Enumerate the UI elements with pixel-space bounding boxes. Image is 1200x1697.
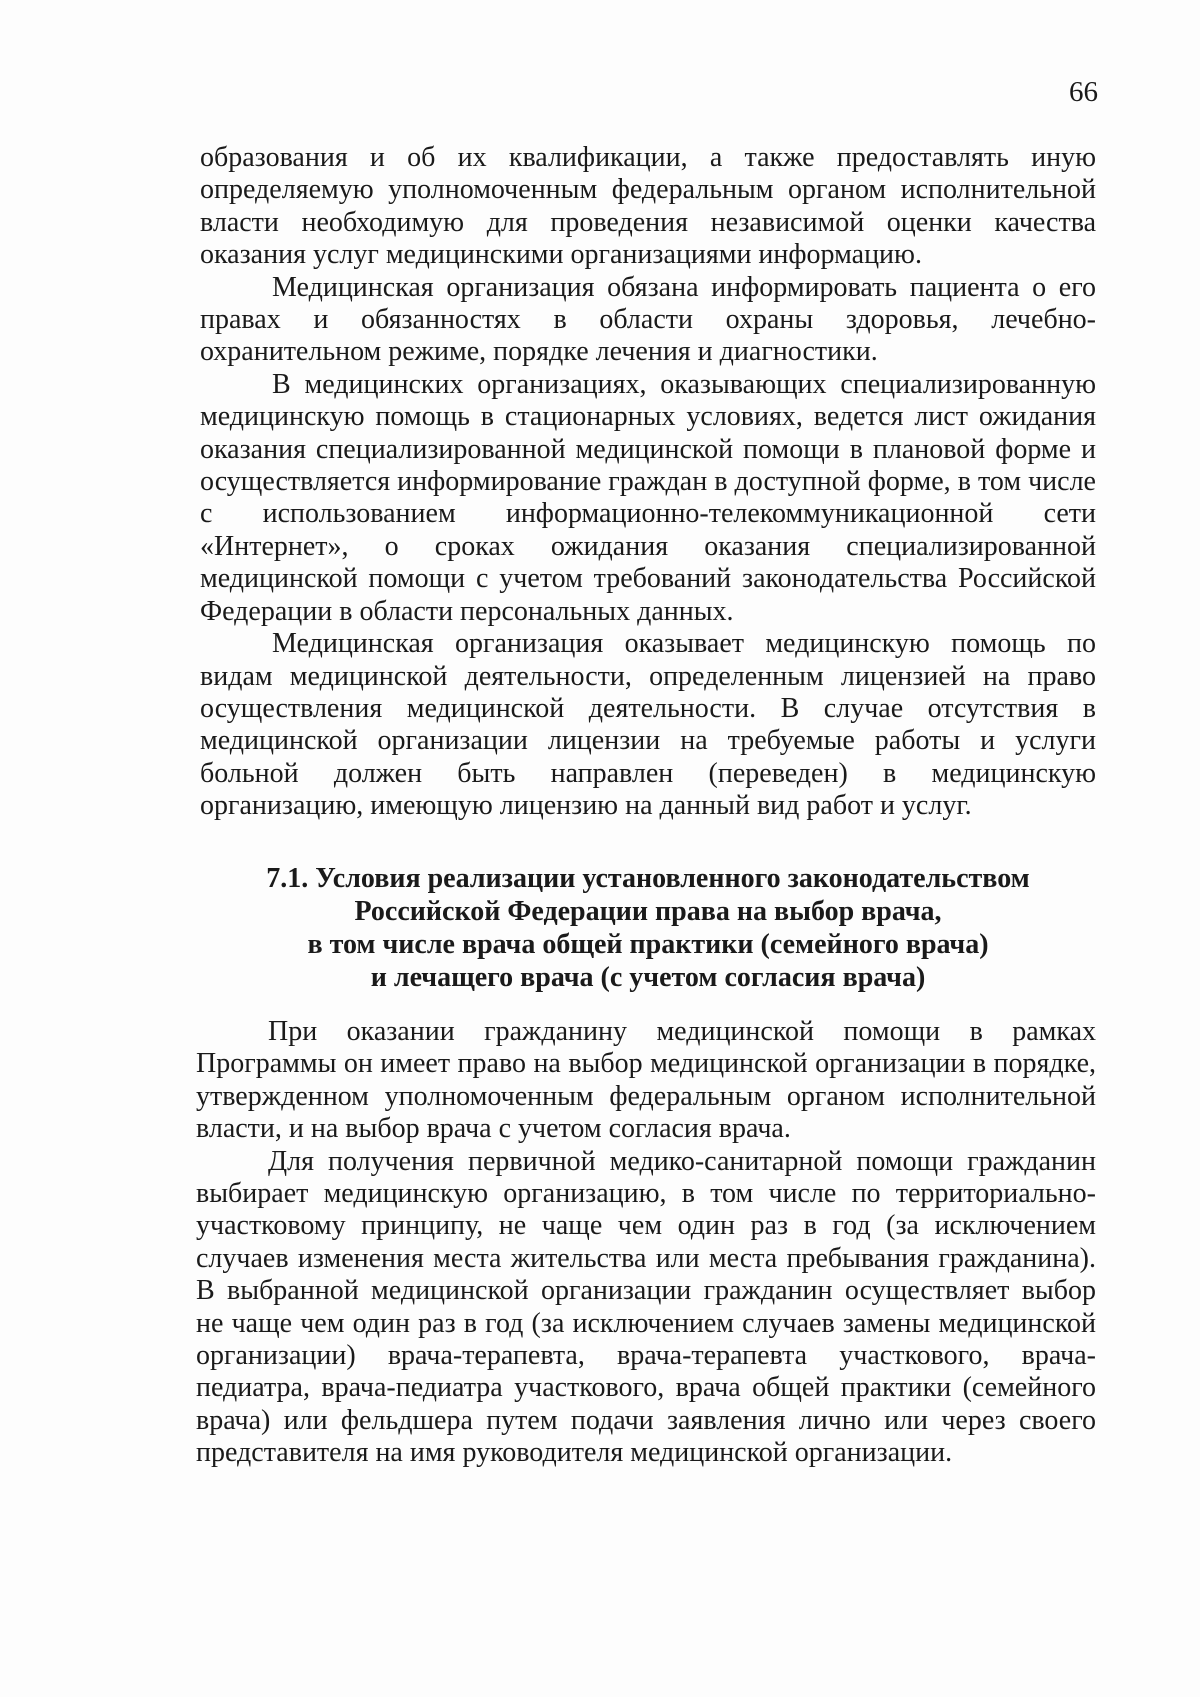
paragraph: Для получения первичной медико-санитарной помощи гражданин выбирает медицинскую организацию, в том числе по территориально-участковому принципу, не чаще чем один раз в год (за исключением случаев изменения места жительства или места пребывания гражданина). В выбранной медицинской организации гражданин осуществляет выбор не чаще чем один раз в год (за исключением случаев замены медицинской организации) врача-терапевта, врача-терапевта участкового, врача-педиатра, врача-педиатра участкового, врача общей практики (семейного врача) или фельдшера путем подачи заявления лично или через своего представителя на имя руководителя медицинской организации. xyxy=(196,1145,1096,1469)
section-heading xyxy=(200,862,1096,994)
body-text-bottom xyxy=(196,1016,1096,1470)
paragraph: образования и об их квалификации, а также предоставлять иную определяемую уполномоченным федеральным органом исполнительной власти необходимую для проведения независимой оценки качества оказания услуг медицинскими организациями информацию. xyxy=(200,142,1096,271)
section-heading-line: в том числе врача общей практики (семейного врача) xyxy=(307,929,989,960)
page-number: 66 xyxy=(1069,76,1098,108)
paragraph: Медицинская организация обязана информировать пациента о его правах и обязанностях в области охраны здоровья, лечебно-охранительном режиме, порядке лечения и диагностики. xyxy=(200,271,1096,368)
section-heading-line: Российской Федерации права на выбор врача, xyxy=(354,896,942,927)
paragraph: В медицинских организациях, оказывающих специализированную медицинскую помощь в стационарных условиях, ведется лист ожидания оказания специализированной медицинской помощи в плановой форме и осуществляется информирование граждан в доступной форме, в том числе с использованием информационно-телекоммуникационной сети «Интернет», о сроках ожидания оказания специализированной медицинской помощи с учетом требований законодательства Российской Федерации в области персональных данных. xyxy=(200,368,1096,627)
section-heading-line: и лечащего врача (с учетом согласия врача) xyxy=(370,962,926,993)
body-text-top xyxy=(200,142,1096,823)
paragraph: Медицинская организация оказывает медицинскую помощь по видам медицинской деятельности, определенным лицензией на право осуществления медицинской деятельности. В случае отсутствия в медицинской организации лицензии на требуемые работы и услуги больной должен быть направлен (переведен) в медицинскую организацию, имеющую лицензию на данный вид работ и услуг. xyxy=(200,628,1096,822)
section-heading-line: 7.1. Условия реализации установленного законодательством xyxy=(266,863,1030,894)
paragraph: При оказании гражданину медицинской помощи в рамках Программы он имеет право на выбор медицинской организации в порядке, утвержденном уполномоченным федеральным органом исполнительной власти, и на выбор врача с учетом согласия врача. xyxy=(196,1016,1096,1145)
